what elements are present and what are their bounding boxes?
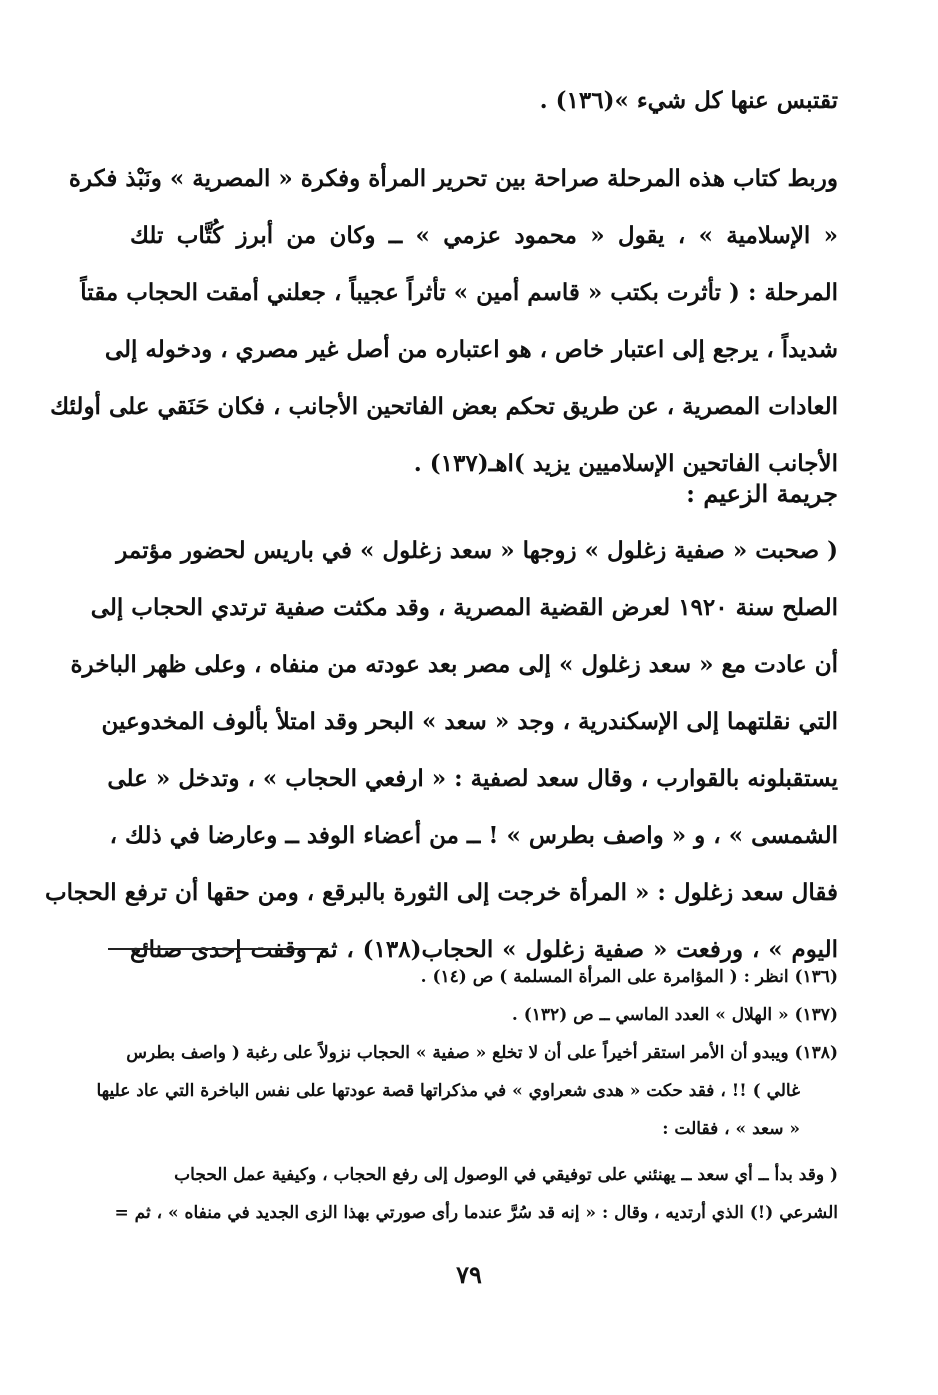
text-line: أن عادت مع « سعد زغلول » إلى مصر بعد عودته من منفاه ، وعلى ظهر الباخرة [70, 651, 838, 678]
text-line: الشمسى » ، و « واصف بطرس » ! ــ من أعضاء الوفد ــ وعارضا في ذلك ، [109, 822, 838, 849]
text-line: الصلح سنة ١٩٢٠ لعرض القضية المصرية ، وقد مكثت صفية ترتدي الحجاب إلى [90, 594, 838, 621]
text-line: وربط كتاب هذه المرحلة صراحة بين تحرير المرأة وفكرة « المصرية » ونَبْذ فكرة [68, 165, 838, 192]
footnote-138-continued: « سعد » ، فقالت : [662, 1119, 800, 1139]
text-line: تقتبس عنها كل شيء »(١٣٦) . [539, 87, 838, 114]
section-heading [130, 465, 838, 522]
footnote-quote: ( وقد بدأ ــ أي سعد ــ يهنئني على توفيقي في الوصول إلى رفع الحجاب ، وكيفية عمل الحجاب [174, 1165, 838, 1185]
paragraph-1 [50, 150, 838, 492]
paragraph-2 [44, 522, 838, 978]
text-line: ( صحبت « صفية زغلول » زوجها « سعد زغلول » في باريس لحضور مؤتمر [116, 537, 838, 564]
footnote-136: (١٣٦) انظر : ( المؤامرة على المرأة المسلمة ) ص (١٤) . [420, 967, 838, 987]
text-line: الأجانب الفاتحين الإسلاميين يزيد )اهـ(١٣٧) . [413, 450, 838, 477]
heading-text: جريمة الزعيم : [686, 479, 838, 508]
footnote-divider [108, 948, 328, 950]
page-number: ٧٩ [456, 1260, 482, 1289]
text-line: التي نقلتهما إلى الإسكندرية ، وجد « سعد » البحر وقد امتلأ بألوف المخدوعين [101, 708, 838, 735]
opening-line [130, 72, 838, 129]
text-line: فقال سعد زغلول : « المرأة خرجت إلى الثورة بالبرقع ، ومن حقها أن ترفع الحجاب [44, 879, 838, 906]
footnote-quote: الشرعي (!) الذي أرتديه ، وقال : « إنه قد سُرَّ عندما رأى صورتي بهذا الزى الجديد في منفاه » ، ثم = [114, 1203, 838, 1223]
text-line: شديداً ، يرجع إلى اعتبار خاص ، هو اعتباره من أصل غير مصري ، ودخوله إلى [104, 336, 838, 363]
footnotes [96, 958, 838, 1232]
footnote-137: (١٣٧) « الهلال » العدد الماسي ــ ص (١٣٢) . [511, 1005, 838, 1025]
text-line: المرحلة : ( تأثرت بكتب « قاسم أمين » تأثراً عجيباً ، جعلني أمقت الحجاب مقتاً [80, 279, 838, 306]
footnote-138-continued: غالي ) !! ، فقد حكت « هدى شعراوي » في مذكراتها قصة عودتها على نفس الباخرة التي عاد عليها [96, 1081, 800, 1101]
text-line: اليوم » ، ورفعت « صفية زغلول » الحجاب(١٣٨) ، ثم وقفت إحدى صنائع [130, 936, 838, 963]
text-line: يستقبلونه بالقوارب ، وقال سعد لصفية : « ارفعي الحجاب » ، وتدخل « على [107, 765, 838, 792]
text-line: العادات المصرية ، عن طريق تحكم بعض الفاتحين الأجانب ، فكان حَنَقي على أولئك [50, 393, 838, 420]
footnote-138: (١٣٨) ويبدو أن الأمر استقر أخيراً على أن لا تخلع « صفية » الحجاب نزولاً على رغبة ( واصف بطرس [126, 1043, 838, 1063]
text-line: « الإسلامية » ، يقول « محمود عزمي » ــ وكان من أبرز كُتَّاب تلك [130, 222, 838, 249]
